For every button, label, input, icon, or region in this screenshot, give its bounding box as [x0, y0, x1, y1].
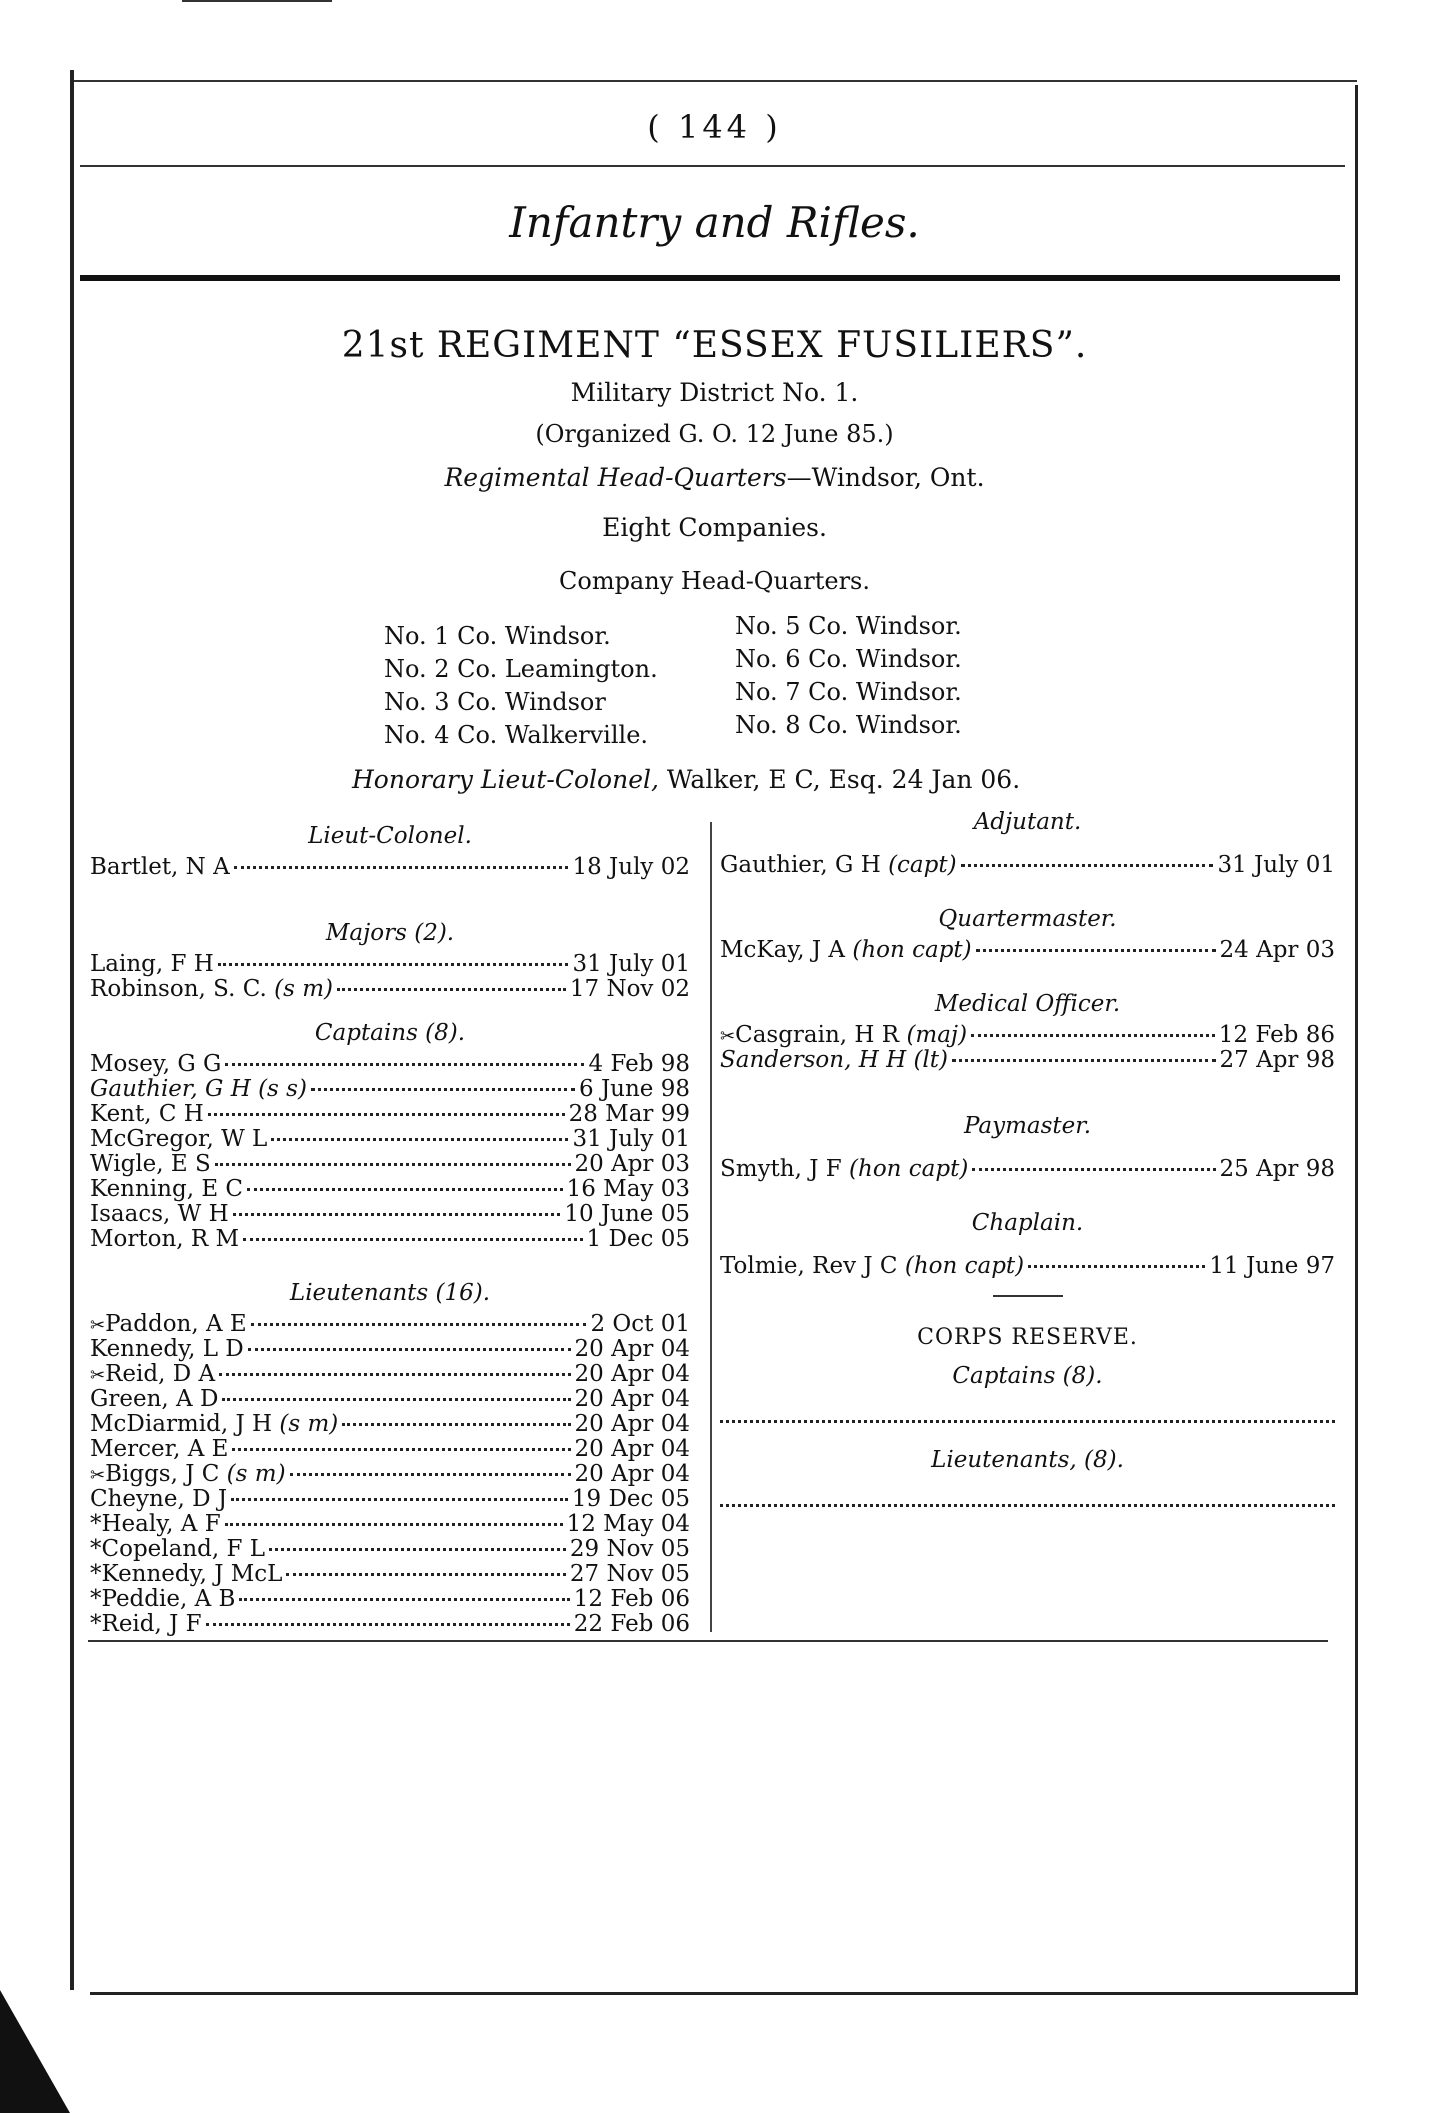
officer-date: 29 Nov 05: [569, 1536, 690, 1562]
regiment-title: 21st REGIMENT “ESSEX FUSILIERS”.: [341, 325, 1088, 366]
leader-dots: [215, 1163, 571, 1166]
paymaster-heading: Paymaster.: [963, 1113, 1092, 1139]
majors-heading: Majors (2).: [325, 920, 455, 946]
regimental-hq-label: Regimental Head-Quarters: [444, 463, 787, 492]
reserve-captains-dotted-line: [720, 1405, 1335, 1423]
officer-date: 12 Feb 86: [1218, 1022, 1335, 1048]
leader-dots: [231, 1498, 568, 1501]
officer-entry: [720, 1157, 1335, 1182]
officer-date: 31 July 01: [572, 951, 690, 977]
reserve-lieutenants-heading: Lieutenants, (8).: [931, 1447, 1124, 1473]
officer-entry: [90, 1412, 690, 1437]
column-divider: [710, 822, 712, 1632]
officer-date: 20 Apr 03: [574, 1151, 690, 1177]
officer-date: 12 May 04: [566, 1511, 690, 1537]
officer-entry: [720, 853, 1335, 878]
officer-role: (hon capt): [904, 1253, 1025, 1279]
asterisk-mark: *: [90, 1536, 102, 1562]
leader-dots: [971, 1034, 1215, 1037]
officer-entry: [90, 1152, 690, 1177]
leader-dots: [232, 1448, 570, 1451]
corps-reserve-heading: CORPS RESERVE.: [917, 1325, 1138, 1350]
officer-entry: [90, 1337, 690, 1362]
officer-entry: [720, 1254, 1335, 1279]
officer-name: Kenning, E C: [90, 1176, 244, 1202]
officer-name: Healy, A F: [101, 1511, 221, 1537]
officer-date: 19 Dec 05: [571, 1486, 690, 1512]
top-edge-mark: [182, 0, 332, 2]
officer-role: (maj): [906, 1022, 968, 1048]
page-number: ( 144 ): [647, 108, 782, 146]
officer-entry: [90, 1052, 690, 1077]
officer-entry: [90, 1102, 690, 1127]
leader-dots: [337, 988, 566, 991]
officer-date: 28 Mar 99: [568, 1101, 690, 1127]
officer-name: Copeland, F L: [101, 1536, 266, 1562]
company-item: No. 5 Co. Windsor.: [735, 612, 962, 640]
company-item: No. 3 Co. Windsor: [384, 688, 606, 716]
officer-date: 31 July 01: [572, 1126, 690, 1152]
officer-date: 20 Apr 04: [574, 1461, 690, 1487]
officer-name: Morton, R M: [90, 1226, 240, 1252]
officer-entry: [90, 1387, 690, 1412]
officer-date: 24 Apr 03: [1219, 937, 1335, 963]
officer-date: 12 Feb 06: [573, 1586, 690, 1612]
officer-date: 17 Nov 02: [569, 976, 690, 1002]
officer-entry: [90, 1127, 690, 1152]
leader-dots: [239, 1598, 569, 1601]
officer-role: (hon capt): [852, 937, 972, 963]
leader-dots: [251, 1323, 587, 1326]
officer-date: 27 Apr 98: [1219, 1047, 1335, 1073]
military-district: Military District No. 1.: [570, 378, 859, 407]
officer-role: (s s): [258, 1076, 307, 1102]
officer-role: (capt): [888, 852, 957, 878]
officer-entry: [90, 1437, 690, 1462]
reserve-captains-heading: Captains (8).: [952, 1363, 1103, 1389]
company-item: No. 6 Co. Windsor.: [735, 645, 962, 673]
officer-name: Sanderson, H H: [720, 1047, 907, 1073]
lieutenants-heading: Lieutenants (16).: [289, 1280, 491, 1306]
leader-dots: [1028, 1265, 1205, 1268]
officer-name: Mercer, A E: [90, 1436, 229, 1462]
company-item: No. 1 Co. Windsor.: [384, 622, 611, 650]
officer-entry: [90, 1462, 690, 1487]
left-officers-column: [90, 817, 690, 1637]
officer-date: 27 Nov 05: [569, 1561, 690, 1587]
officer-date: 20 Apr 04: [574, 1411, 690, 1437]
companies-left-list: [384, 620, 658, 752]
officer-date: 31 July 01: [1217, 852, 1335, 878]
officer-entry: [720, 1023, 1335, 1048]
company-hq-heading: Company Head-Quarters.: [559, 567, 870, 595]
frame-right-rule: [1355, 85, 1358, 1995]
leader-dots: [311, 1088, 575, 1091]
binding-shadow: [0, 1990, 70, 2113]
officer-entry: [90, 1362, 690, 1387]
officer-date: 11 June 97: [1209, 1253, 1335, 1279]
officer-date: 20 Apr 04: [574, 1386, 690, 1412]
officer-name: Biggs, J C: [105, 1461, 220, 1487]
company-item: No. 7 Co. Windsor.: [735, 678, 962, 706]
asterisk-mark: *: [90, 1561, 102, 1587]
officer-entry: [720, 1048, 1335, 1073]
medical-officer-heading: Medical Officer.: [934, 991, 1121, 1017]
honorary-lieut-colonel: [352, 765, 1020, 794]
officer-name: Peddie, A B: [101, 1586, 236, 1612]
officer-entry: [720, 938, 1335, 963]
officer-entry: [90, 1487, 690, 1512]
officer-entry: [90, 1227, 690, 1252]
officer-name: Gauthier, G H: [720, 852, 881, 878]
chaplain-heading: Chaplain.: [971, 1210, 1084, 1236]
officer-entry: [90, 1312, 690, 1337]
officer-name: Robinson, S. C.: [90, 976, 267, 1002]
officer-date: 2 Oct 01: [590, 1311, 690, 1337]
section-rule: [80, 275, 1340, 281]
asterisk-mark: *: [90, 1611, 102, 1637]
officer-name: Kennedy, J McL: [101, 1561, 283, 1587]
officer-date: 25 Apr 98: [1219, 1156, 1335, 1182]
leader-dots: [952, 1059, 1216, 1062]
officer-name: Paddon, A E: [105, 1311, 247, 1337]
officer-name: Reid, J F: [101, 1611, 202, 1637]
scissors-icon: ✂: [90, 1365, 106, 1386]
officer-name: Isaacs, W H: [90, 1201, 229, 1227]
bottom-rule: [88, 1640, 1328, 1642]
organized-note: (Organized G. O. 12 June 85.): [535, 420, 894, 448]
leader-dots: [206, 1623, 570, 1626]
officer-name: Tolmie, Rev J C: [720, 1253, 898, 1279]
officer-name: Smyth, J F: [720, 1156, 842, 1182]
leader-dots: [222, 1398, 570, 1401]
officer-name: McGregor, W L: [90, 1126, 268, 1152]
officer-date: 16 May 03: [566, 1176, 690, 1202]
companies-right-list: [735, 610, 962, 742]
leader-dots: [218, 963, 569, 966]
officer-entry: [90, 1562, 690, 1587]
leader-dots: [208, 1113, 565, 1116]
officer-role: (hon capt): [849, 1156, 969, 1182]
leader-dots: [269, 1548, 566, 1551]
officer-date: 10 June 05: [564, 1201, 690, 1227]
officer-date: 20 Apr 04: [574, 1436, 690, 1462]
officer-name: Casgrain, H R: [735, 1022, 900, 1048]
leader-dots: [961, 864, 1214, 867]
leader-dots: [219, 1373, 570, 1376]
quartermaster-heading: Quartermaster.: [938, 906, 1117, 932]
scissors-icon: ✂: [90, 1315, 106, 1336]
officer-name: Gauthier, G H: [90, 1076, 251, 1102]
officer-entry: [90, 1202, 690, 1227]
officer-entry: [90, 855, 690, 880]
frame-bottom-rule: [90, 1992, 1356, 1995]
company-item: No. 8 Co. Windsor.: [735, 711, 962, 739]
scissors-icon: ✂: [720, 1026, 736, 1047]
section-title: Infantry and Rifles.: [509, 198, 920, 247]
right-officers-column: [720, 803, 1335, 1525]
officer-name: Green, A D: [90, 1386, 219, 1412]
officer-date: 4 Feb 98: [588, 1051, 690, 1077]
officer-name: Mosey, G G: [90, 1051, 222, 1077]
officer-name: Kennedy, L D: [90, 1336, 244, 1362]
officer-name: Laing, F H: [90, 951, 214, 977]
honorary-label: Honorary Lieut-Colonel,: [352, 765, 659, 794]
frame-top-rule: [74, 80, 1357, 82]
officer-name: Kent, C H: [90, 1101, 204, 1127]
regimental-hq-value: —Windsor, Ont.: [786, 463, 985, 492]
officer-name: Reid, D A: [105, 1361, 216, 1387]
reserve-lieutenants-dotted-line: [720, 1489, 1335, 1507]
officer-entry: [90, 952, 690, 977]
asterisk-mark: *: [90, 1511, 102, 1537]
officer-entry: [90, 1612, 690, 1637]
leader-dots: [976, 949, 1216, 952]
regimental-hq: [74, 463, 1355, 492]
officer-role: (lt): [913, 1047, 948, 1073]
leader-dots: [972, 1168, 1215, 1171]
officer-date: 6 June 98: [579, 1076, 690, 1102]
officer-name: McDiarmid, J H: [90, 1411, 273, 1437]
asterisk-mark: *: [90, 1586, 102, 1612]
company-item: No. 2 Co. Leamington.: [384, 655, 658, 683]
scissors-icon: ✂: [90, 1465, 106, 1486]
leader-dots: [225, 1523, 563, 1526]
officer-role: (s m): [274, 976, 333, 1002]
leader-dots: [225, 1063, 584, 1066]
lieut-colonel-heading: Lieut-Colonel.: [308, 823, 472, 849]
officer-date: 22 Feb 06: [573, 1611, 690, 1637]
officer-entry: [90, 977, 690, 1002]
officer-name: Bartlet, N A: [90, 854, 230, 880]
officer-entry: [90, 1512, 690, 1537]
officer-name: Wigle, E S: [90, 1151, 211, 1177]
officer-date: 20 Apr 04: [574, 1336, 690, 1362]
officer-entry: [90, 1177, 690, 1202]
leader-dots: [342, 1423, 570, 1426]
leader-dots: [243, 1238, 582, 1241]
honorary-value: Walker, E C, Esq. 24 Jan 06.: [666, 765, 1021, 794]
officer-entry: [90, 1587, 690, 1612]
leader-dots: [290, 1473, 571, 1476]
leader-dots: [247, 1188, 563, 1191]
adjutant-heading: Adjutant.: [973, 809, 1082, 835]
captains-heading: Captains (8).: [314, 1020, 466, 1046]
officer-role: (s m): [279, 1411, 339, 1437]
officer-date: 20 Apr 04: [574, 1361, 690, 1387]
company-item: No. 4 Co. Walkerville.: [384, 721, 649, 749]
short-divider: [993, 1295, 1063, 1297]
leader-dots: [233, 1213, 561, 1216]
leader-dots: [271, 1138, 568, 1141]
officer-entry: [90, 1537, 690, 1562]
leader-dots: [248, 1348, 571, 1351]
companies-count: Eight Companies.: [602, 513, 827, 542]
officer-date: 1 Dec 05: [586, 1226, 690, 1252]
officer-entry: [90, 1077, 690, 1102]
header-rule: [80, 165, 1345, 167]
leader-dots: [286, 1573, 565, 1576]
officer-date: 18 July 02: [572, 854, 690, 880]
officer-name: Cheyne, D J: [90, 1486, 228, 1512]
leader-dots: [234, 866, 569, 869]
officer-role: (s m): [226, 1461, 286, 1487]
officer-name: McKay, J A: [720, 937, 846, 963]
